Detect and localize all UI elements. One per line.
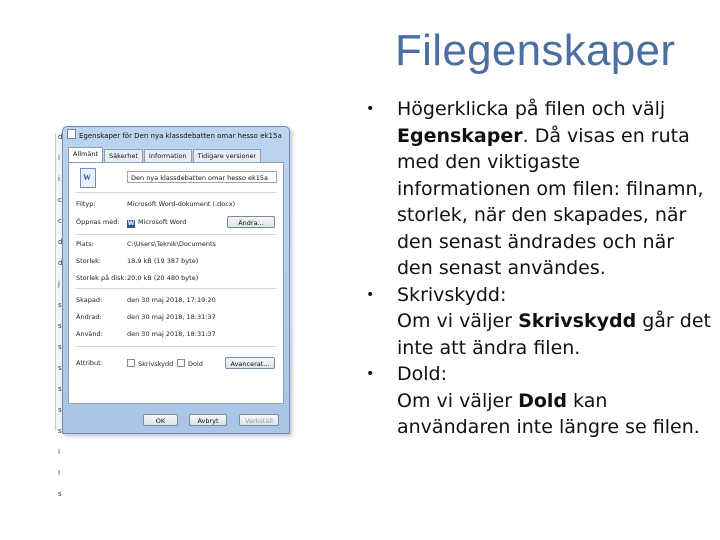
hidden-label: Dold [188, 360, 203, 368]
divider [76, 234, 276, 235]
bullet-text: . Då visas en ruta med den viktigaste informationen om filen: filnamn, storlek, när den skapades, när den senast ändrades och när den senast användes. [397, 124, 704, 279]
bullet-text: Högerklicka på filen och välj [397, 98, 666, 120]
explorer-item-fragment: i [58, 175, 60, 183]
explorer-item-fragment: I [58, 469, 61, 477]
divider [76, 192, 276, 193]
divider [76, 288, 276, 289]
tab-security[interactable]: Säkerhet [104, 149, 143, 162]
created-value: den 30 maj 2018, 17:19:20 [127, 296, 216, 304]
opens-with-label: Öppnas med: [76, 218, 120, 226]
attributes-label: Attribut: [76, 359, 103, 367]
created-row [76, 296, 216, 304]
bullet-text: går det inte att ändra filen. [397, 310, 711, 359]
filename-input[interactable]: Den nya klassdebatten omar hesso ek15a [127, 171, 277, 183]
size-value: 18,9 kB (19 387 byte) [127, 257, 199, 265]
created-label: Skapad: [76, 296, 103, 304]
filetype-value: Microsoft Word-dokument (.docx) [127, 200, 236, 208]
readonly-checkbox[interactable] [127, 359, 173, 368]
modified-label: Ändrad: [76, 313, 102, 321]
dialog-titlebar[interactable] [67, 129, 285, 143]
tab-general[interactable]: Allmänt [68, 147, 103, 162]
tab-previous-versions[interactable]: Tidigare versioner [193, 149, 262, 162]
modified-row [76, 313, 216, 321]
filetype-row [76, 200, 235, 208]
ok-button[interactable]: OK [143, 414, 178, 426]
accessed-row [76, 330, 216, 338]
explorer-item-fragment: s [58, 364, 62, 372]
word-app-icon: W [127, 220, 135, 227]
location-row [76, 240, 216, 248]
bullet-item [366, 282, 711, 362]
disk-size-row [76, 274, 198, 282]
bullet-text: Om vi väljer [397, 310, 519, 332]
hidden-checkbox[interactable] [177, 359, 203, 368]
properties-dialog [62, 126, 290, 434]
opens-with-value: Microsoft Word [138, 218, 187, 226]
slide-title: Filegenskaper [395, 26, 676, 75]
size-row [76, 257, 198, 265]
bullet-text: kan användaren inte längre se filen. [397, 389, 700, 438]
bullet-item [366, 96, 711, 282]
document-icon [67, 129, 76, 139]
explorer-item-fragment: s [58, 406, 62, 414]
explorer-item-fragment: s [58, 322, 62, 330]
location-value: C:\Users\Teknik\Documents [127, 240, 216, 248]
bullet-emphasis: Egenskaper [397, 124, 523, 147]
bullet-text: Dold: [397, 363, 447, 385]
tab-information[interactable]: Information [144, 149, 192, 162]
hidden-checkbox-box[interactable] [177, 359, 185, 367]
bullet-dot: • [366, 101, 375, 117]
accessed-value: den 30 maj 2018, 18:31:37 [127, 330, 216, 338]
bullet-text: Om vi väljer [397, 389, 519, 412]
explorer-item-fragment: c [58, 196, 62, 204]
accessed-label: Använd: [76, 330, 103, 338]
explorer-item-fragment: d [58, 259, 63, 267]
word-document-icon: W [80, 168, 96, 188]
tab-bar [68, 149, 262, 162]
disk-size-label: Storlek på disk: [76, 274, 127, 282]
bullet-dot: • [366, 286, 375, 303]
modified-value: den 30 maj 2018, 18:31:37 [127, 313, 216, 321]
dialog-title: Egenskaper för Den nya klassdebatten omar hesso ek15a [79, 132, 282, 140]
apply-button[interactable]: Verkställ [239, 414, 279, 426]
filetype-label: Filtyp: [76, 200, 96, 208]
divider [76, 346, 276, 347]
bullet-item [366, 361, 711, 441]
change-button[interactable]: Ändra... [227, 216, 275, 228]
general-panel [68, 162, 284, 404]
location-label: Plats: [76, 240, 94, 248]
explorer-item-fragment: i [58, 154, 60, 162]
opens-with-row [76, 218, 186, 228]
explorer-item-fragment: d [58, 238, 63, 246]
disk-size-value: 20,0 kB (20 480 byte) [127, 274, 199, 282]
readonly-label: Skrivskydd [138, 360, 174, 368]
explorer-item-fragment: I [58, 448, 61, 456]
explorer-item-fragment: s [58, 490, 62, 498]
bullet-emphasis: Dold [518, 389, 568, 412]
bullet-emphasis: Skrivskydd [518, 310, 637, 332]
advanced-button[interactable]: Avancerat... [225, 357, 275, 369]
cancel-button[interactable]: Avbryt [189, 414, 227, 426]
explorer-item-fragment: s [58, 301, 62, 309]
explorer-item-fragment: s [58, 343, 62, 351]
bullet-list [366, 96, 711, 441]
explorer-item-fragment: s [58, 385, 62, 393]
explorer-item-fragment: d [58, 133, 63, 141]
explorer-item-fragment: s [58, 427, 62, 435]
explorer-item-fragment: j [58, 280, 60, 288]
readonly-checkbox-box[interactable] [127, 359, 135, 367]
size-label: Storlek: [76, 257, 102, 265]
bullet-dot: • [366, 366, 375, 382]
explorer-item-fragment: c [58, 217, 62, 225]
bullet-text: Skrivskydd: [397, 283, 507, 306]
